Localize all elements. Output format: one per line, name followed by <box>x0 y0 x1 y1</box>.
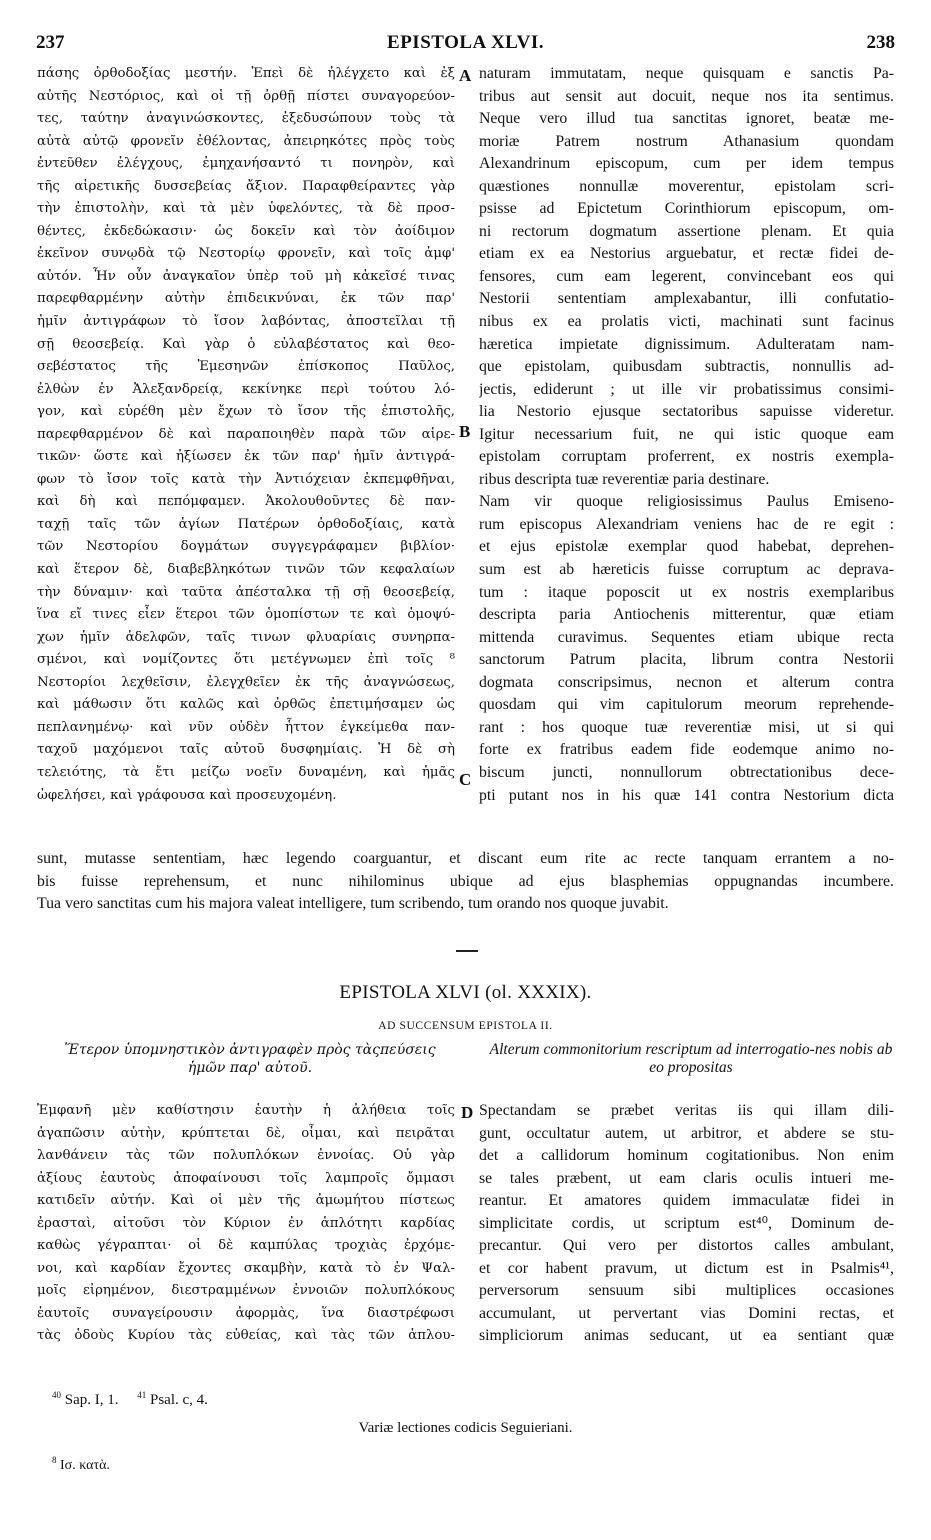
latin-text-line: quæstiones nonnullæ moverentur, epistolam scri- <box>479 177 894 195</box>
greek-text-line: φων τὸ ἴσον τοῖς κατὰ τὴν Ἀντιόχειαν ἐκπεμφθῆναι, <box>37 471 455 487</box>
greek-text-line: τῆς αἱρετικῆς δυσσεβείας ἄξιον. Παραφθείραντες γὰρ <box>37 178 455 194</box>
latin-text-line: forte ex fratribus eadem fide eodemque animo no- <box>479 741 894 759</box>
latin-text-line: simplicitate cordis, ut scriptum est⁴⁰, Dominum de- <box>479 1214 894 1232</box>
greek-text-line: καὶ δὴ καὶ πεπόμφαμεν. Ἀκολουθοῦντες δὲ παν- <box>37 494 455 510</box>
latin-text-line: fensores, cum eam legerent, convincebant eos qui <box>479 267 894 285</box>
greek-text-line: τὴν δύναμιν· καὶ ταῦτα ἀπέσταλκα τῇ σῇ θεοσεβείᾳ, <box>37 584 455 600</box>
latin-text-line: descripta paria Antiochenis mitterentur, quæ etiam <box>479 606 894 624</box>
greek-text-line: γον, καὶ εὑρέθη μὲν ἔχων τὸ ἴσον τῆς ἐπιστολῆς, <box>37 404 455 420</box>
latin-text-line: naturam immutatam, neque quisquam e sanctis Pa- <box>479 65 894 82</box>
greek-text-line: παρεφθαρμένην αὐτὴν ἐπιδεικνύναι, ἐκ τῶν παρ' <box>37 291 455 307</box>
greek-text-line: ταχῇ ταῖς τῶν ἁγίων Πατέρων ὀρθοδοξίαις, κατὰ <box>37 516 455 532</box>
greek-text-line: κατιδεῖν αὐτήν. Καὶ οἱ μὲν τῆς ἀμωμήτου πίστεως <box>37 1193 455 1209</box>
margin-marker-d: D <box>461 1103 474 1122</box>
latin-text-line: sanctorum Patrum placita, librum contra Nestorii <box>479 651 894 669</box>
greek-text-line: ἐλθὼν ἐν Ἀλεξανδρείᾳ, κεκίνηκε περὶ τούτου λό- <box>37 381 455 397</box>
latin-text-line: etiam ex ea Nestorius arguebatur, et rectæ fidei de- <box>479 245 894 263</box>
latin-heading-line: Alterum commonitorium rescriptum ad interrogatio- <box>489 1041 815 1058</box>
greek-text-line: τικῶν· ὥστε καὶ ἠξίωσεν ἐκ τῶν παρ' ἡμῖν ἀντιγρά- <box>37 449 455 465</box>
latin-text-line: dogmata conscripsimus, necnon et alterum contra <box>479 673 894 691</box>
latin-text-line: nibus ex ea prolatis victi, machinati sunt facinus <box>479 313 894 331</box>
latin-column-bottom <box>479 1100 894 1348</box>
footnote-text-40: Sap. I, 1. <box>64 1392 119 1408</box>
latin-text-line: accumulant, ut pervertant vias Domini rectas, et <box>479 1304 894 1322</box>
greek-text-line: λανθάνειν τὰς τῶν πολυπλόκων ἐννοίας. Οὐ γὰρ <box>37 1148 455 1164</box>
greek-heading-line: Ἕτερον ὑπομνηστικὸν ἀντιγραφὲν πρὸς τὰς <box>64 1042 380 1058</box>
greek-column-top <box>37 63 455 807</box>
variae-lectiones-heading: Variæ lectiones codicis Seguieriani. <box>358 1420 573 1436</box>
footnotes-scripture <box>52 1390 208 1409</box>
latin-text-line: que epistolam, quibusdam subtractis, nonnullis ad- <box>479 358 894 376</box>
greek-text-line: θέντες, ἐκδεδώκασιν· ὡς δοκεῖν καὶ τὸν ἀοίδιμον <box>37 223 455 239</box>
latin-text-line: biscum juncti, nonnullorum obtrectationibus dece- <box>479 763 894 781</box>
variant-note <box>52 1455 110 1474</box>
latin-text-line: psisse ad Epictetum Corinthiorum episcopum, om- <box>479 200 894 218</box>
greek-text-line: πεπλανημένῳ· καὶ νῦν οὐδὲν ἧττον ἐγκείμεθα παν- <box>37 719 455 735</box>
footnote-number-41: 41 <box>137 1390 147 1400</box>
greek-text-line: ἐντεῦθεν ἐλέγχους, ἐμηχανήσαντό τι πονηρὸν, καὶ <box>37 156 455 172</box>
epistola-subtitle: AD SUCCENSUM EPISTOLA II. <box>378 1020 553 1032</box>
footnote-text-41: Psal. c, 4. <box>150 1392 208 1408</box>
latin-text-line: bis fuisse reprehensum, et nunc nihilominus ubique ad ejus blasphemias oppugnandas incumbere. <box>37 872 894 890</box>
latin-text-line: mittenda curavimus. Sequentes etiam ubique recta <box>479 628 894 646</box>
variant-note-number: 8 <box>52 1455 57 1465</box>
greek-text-line: πάσης ὀρθοδοξίας μεστήν. Ἐπεὶ δὲ ἠλέγχετο καὶ ἐξ <box>37 66 455 81</box>
latin-text-line: Igitur necessarium fuit, ne qui istic quoque eam <box>479 425 894 443</box>
greek-text-line: Νεστορίοι λεχθεῖσιν, ἐλεγχθεῖεν ἐκ τῆς ἀναγνώσεως, <box>37 674 455 690</box>
section-divider <box>456 950 478 952</box>
latin-text-line: moriæ Patrem nostrum Athanasium quondam <box>479 132 894 150</box>
greek-text-line: ἐκεῖνον συνῳδὰ τῷ Νεστορίῳ φρονεῖν, καὶ τοῖς ἀμφ' <box>37 246 455 262</box>
latin-text-line: reantur. Et amatores quidem immaculatæ fidei in <box>479 1192 894 1210</box>
running-title: EPISTOLA XLVI. <box>387 32 544 53</box>
latin-text-line: quosdam qui vim capitulorum meorum reprehende- <box>479 696 894 714</box>
greek-text-line: ταχοῦ μαχόμενοι ταῖς αὐτοῦ δυσφημίαις. Ἡ δὲ σὴ <box>37 742 455 758</box>
page-number-right: 238 <box>866 32 895 53</box>
latin-text-line: Nam vir quoque religiosissimus Paulus Emiseno- <box>479 493 894 511</box>
margin-marker-a: A <box>459 66 472 85</box>
latin-text-line: sunt, mutasse sententiam, hæc legendo coarguantur, et discant eum rite ac recte tanquam errantem a no- <box>37 850 894 867</box>
variant-note-text: Ισ. κατὰ. <box>60 1458 110 1473</box>
latin-text-line: gunt, occultatur autem, ut arbitror, et abdere se stu- <box>479 1124 894 1142</box>
greek-text-line: ἀξίους ἑαυτοὺς ἀποφαίνουσι τοῖς λαμπροῖς ὄμμασι <box>37 1170 455 1186</box>
greek-text-line: ἀγαπῶσιν αὐτὴν, κρύπτεται δὲ, οἶμαι, καὶ πειρᾶται <box>37 1125 455 1141</box>
greek-text-line: ἐρασταὶ, αἰτοῦσι τὸν Κύριον ἐν ἁπλότητι καρδίας <box>37 1215 455 1231</box>
greek-text-line: χων ἡμῖν ἀδελφῶν, ταῖς τινων φλυαρίαις συνηρπα- <box>37 629 455 645</box>
latin-text-line: se tales præbent, ut eam claris oculis intueri me- <box>479 1169 894 1187</box>
greek-text-line: αὐτὰ αὐτῷ φρονεῖν ἐθέλοντας, ἀπειρηκότες πρὸς τοὺς <box>37 133 455 149</box>
margin-marker-b: B <box>459 422 471 441</box>
latin-text-line: lia Nestorio ejusque sectatoribus sapuisse videretur. <box>479 403 894 421</box>
greek-text-line: τελειότης, τὰ ἔτι μείζω νοεῖν δυναμένη, καὶ ἡμᾶς <box>37 764 455 780</box>
greek-text-line: Ἐμφανῆ μὲν καθίστησιν ἑαυτὴν ἡ ἀλήθεια τοῖς <box>37 1103 455 1118</box>
greek-text-line: ὠφελήσει, καὶ γράφουσα καὶ προσευχομένη. <box>37 787 337 803</box>
latin-full-width-paragraph <box>37 848 894 916</box>
latin-text-line: tum : itaque poposcit ut ex nostris exemplaribus <box>479 583 894 601</box>
latin-heading <box>488 1041 894 1077</box>
latin-text-line: Tua vero sanctitas cum his majora valeat intelligere, tum scribendo, tum orando nos quoque juvabit. <box>37 895 669 912</box>
latin-text-line: precantur. Qui vero per distortos calles ambulant, <box>479 1237 894 1255</box>
greek-text-line: καὶ μάθωσιν ὅτι καλῶς καὶ ὀρθῶς ἐπετιμήσαμεν ὡς <box>37 697 455 713</box>
greek-text-line: νοι, καὶ καρδίαν ἔχοντες σκαμβὴν, κατὰ τὸ ἐν Ψαλ- <box>37 1260 455 1276</box>
latin-text-line: rum episcopus Alexandriam veniens hac de re egit : <box>479 515 894 533</box>
latin-text-line: Spectandam se præbet veritas iis qui illam dili- <box>479 1102 894 1119</box>
latin-text-line: hæretica impietate dignissimum. Adulteratam nam- <box>479 335 894 353</box>
epistola-title: EPISTOLA XLVI (ol. XXXIX). <box>339 982 592 1003</box>
greek-text-line: τῶν Νεστορίου δογμάτων συγγεγράφαμεν βιβλίον· <box>37 539 455 555</box>
greek-text-line: τὰς ὁδοὺς Κυρίου τὰς εὐθείας, καὶ τὰς τῶν ἁπλου- <box>37 1328 455 1344</box>
greek-text-line: τὴν ἐπιστολὴν, καὶ τὰ μὲν ὑφελόντες, τὰ δὲ προσ- <box>37 201 455 217</box>
latin-text-line: simpliciorum animas seducant, ut ea sentiant quæ <box>479 1327 894 1345</box>
latin-text-line: ni rectorum dogmatum assertione plenam. Et quia <box>479 222 894 240</box>
greek-text-line: αὐτῆς Νεστόριος, καὶ οἱ τῇ ὀρθῇ πίστει συναγορεύον- <box>37 88 455 104</box>
latin-text-line: ribus descripta tuæ reverentiæ paria destinare. <box>479 470 770 488</box>
greek-heading <box>60 1041 440 1077</box>
greek-text-line: καθὼς γέγραπται· οἱ δὲ καμπύλας τροχιὰς ἐρχόμε- <box>37 1238 455 1254</box>
latin-text-line: jectis, ediderunt ; ut ille vir probatissimus consimi- <box>479 380 894 398</box>
latin-text-line: et cor habent pravum, ut dictum est in Psalmis⁴¹, <box>479 1259 894 1277</box>
greek-text-line: τες, ταύτην ἀναγινώσκοντες, ἐξεδυσώπουν τοὺς τὰ <box>37 111 455 127</box>
greek-text-line: σμένοι, καὶ νομίζοντες ὅτι μετέγνωμεν ἐπὶ τοῖς ⁸ <box>37 652 455 668</box>
greek-text-line: ἡμῖν ἀντιγράφων τὸ ἴσον λαβόντας, ἀποστεῖλαι τῇ <box>37 314 455 330</box>
latin-text-line: det a callidorum hominum cogitationibus. Non enim <box>479 1147 894 1165</box>
latin-text-line: epistolam corruptam proferrent, ex nostris exempla- <box>479 448 894 466</box>
greek-column-bottom <box>37 1100 455 1348</box>
latin-text-line: Alexandrinum episcopum, cum per idem tempus <box>479 155 894 173</box>
page-number-left: 237 <box>36 32 65 53</box>
greek-text-line: καὶ ἕτερον δὲ, διαβεβληκότων τινῶν τῶν κεφαλαίων <box>37 562 455 578</box>
latin-text-line: pti putant nos in his quæ 141 contra Nestorium dicta <box>479 786 894 804</box>
greek-text-line: παρεφθαρμένον δὲ καὶ παραποιηθὲν παρὰ τῶν αἱρε- <box>37 426 455 442</box>
greek-text-line: σῇ θεοσεβείᾳ. Καὶ γὰρ ὁ εὐλαβέστατος καὶ θεο- <box>37 336 455 352</box>
greek-text-line: αὐτόν. Ἦν οὖν ἀναγκαῖον ὑπὲρ τοῦ μὴ κἀκεῖσέ τινας <box>37 268 455 284</box>
latin-text-line: Neque vero illud tua sanctitas ignoret, beatæ me- <box>479 110 894 128</box>
latin-text-line: et ejus epistolæ exemplar quod habebat, deprehen- <box>479 538 894 556</box>
greek-text-line: ἵνα εἴ τινες εἶεν ἕτεροι τῶν ὁμοπίστων τε καὶ ὁμοψύ- <box>37 607 455 623</box>
footnote-number-40: 40 <box>52 1390 61 1400</box>
latin-text-line: Nestorii sententiam amplexabantur, illi confutatio- <box>479 290 894 308</box>
latin-column-top <box>479 63 894 807</box>
latin-heading-line: nes nobis ab eo propositas <box>649 1041 893 1076</box>
greek-text-line: μοῖς εἰρημένον, διεστραμμένων ἐννοιῶν πολυπλόκους <box>37 1283 455 1299</box>
latin-text-line: rant : hos quoque tuæ reverentiæ misi, ut si qui <box>479 718 894 736</box>
latin-text-line: perversorum sensuum sibi multiplices occasiones <box>479 1282 894 1300</box>
greek-text-line: σεβέστατος τῆς Ἐμεσηνῶν ἐπίσκοπος Παῦλος, <box>37 359 455 375</box>
margin-marker-c: C <box>459 770 472 789</box>
greek-text-line: ἑαυτοῖς συναγείρουσιν ἀφορμὰς, ἵνα διαστρέφωσι <box>37 1305 455 1321</box>
latin-text-line: sum est ab hæreticis fuisse corruptum ac deprava- <box>479 561 894 579</box>
running-header <box>36 32 895 58</box>
latin-text-line: tribus aut sensit aut docuit, neque nos ita sentimus. <box>479 87 894 105</box>
greek-heading-line: πεύσεις ἡμῶν παρ' αὐτοῦ. <box>187 1042 436 1076</box>
